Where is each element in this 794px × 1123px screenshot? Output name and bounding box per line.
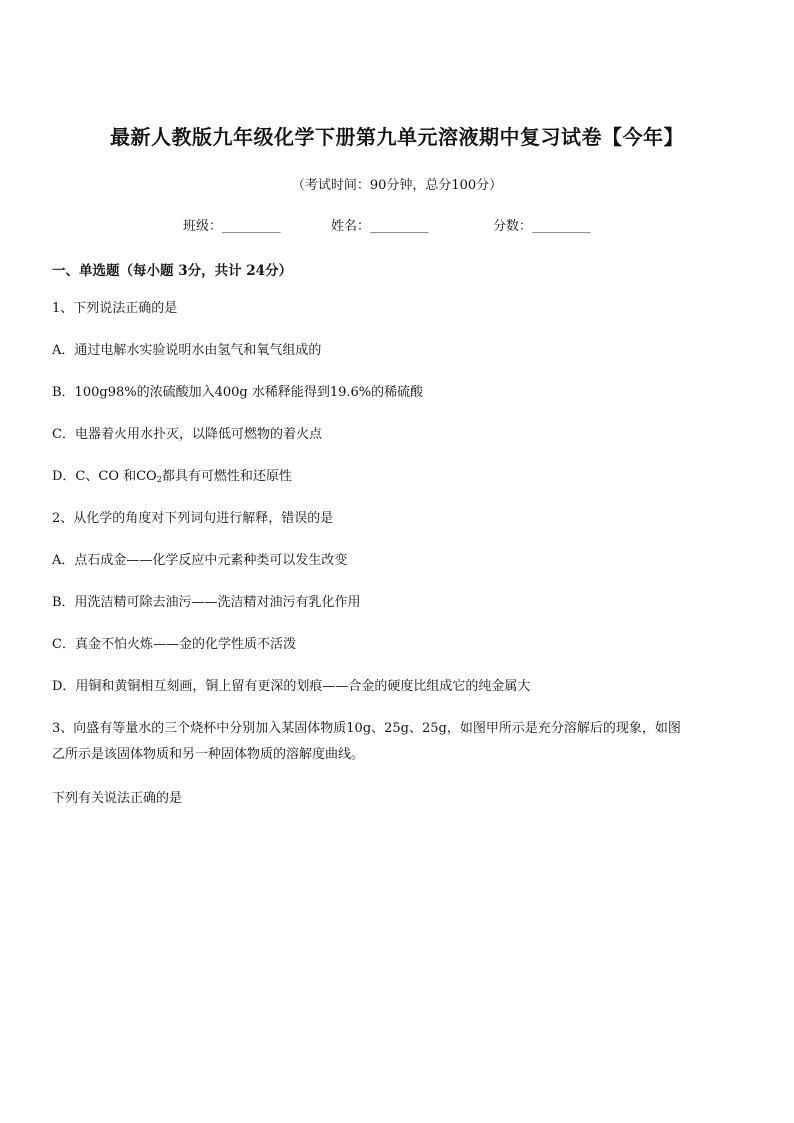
question-2-option-c: C．真金不怕火炼——金的化学性质不活泼 (52, 637, 296, 652)
section-heading: 一、单选题（每小题 3分，共计 24分） (52, 263, 293, 279)
question-3-prompt: 下列有关说法正确的是 (52, 791, 183, 806)
name-field: 姓名：_________ (331, 219, 429, 234)
question-2-option-b: B．用洗洁精可除去油污——洗洁精对油污有乳化作用 (52, 595, 361, 610)
option-d-text-2: 都具有可燃性和还原性 (161, 469, 292, 484)
question-1-option-b: B．100g98%的浓硫酸加入400g 水稀释能得到19.6%的稀硫酸 (52, 385, 424, 400)
subscript-2: 2 (156, 475, 162, 484)
exam-info: （考试时间：90分钟，总分100分） (291, 178, 503, 193)
question-3-stem-line-1: 3、向盛有等量水的三个烧杯中分别加入某固体物质10g、25g、25g，如图甲所示是充分溶解后的现象，如图 (52, 721, 681, 736)
question-2-option-a: A．点石成金——化学反应中元素种类可以发生改变 (52, 553, 348, 568)
question-2-option-d: D．用铜和黄铜相互刻画，铜上留有更深的划痕——合金的硬度比组成它的纯金属大 (52, 679, 531, 694)
question-3-stem-line-2: 乙所示是该固体物质和另一种固体物质的溶解度曲线。 (52, 747, 365, 762)
question-1-stem: 1、下列说法正确的是 (52, 301, 178, 316)
page-title: 最新人教版九年级化学下册第九单元溶液期中复习试卷【今年】 (110, 125, 684, 149)
option-d-text-1: D．C、CO 和CO (52, 469, 157, 484)
question-1-option-a: A．通过电解水实验说明水由氢气和氧气组成的 (52, 343, 322, 358)
question-2-stem: 2、从化学的角度对下列词句进行解释，错误的是 (52, 511, 334, 526)
score-field: 分数：_________ (493, 219, 591, 234)
question-1-option-c: C．电器着火用水扑灭，以降低可燃物的着火点 (52, 427, 322, 442)
question-1-option-d (52, 465, 752, 492)
class-field: 班级：_________ (183, 219, 281, 234)
